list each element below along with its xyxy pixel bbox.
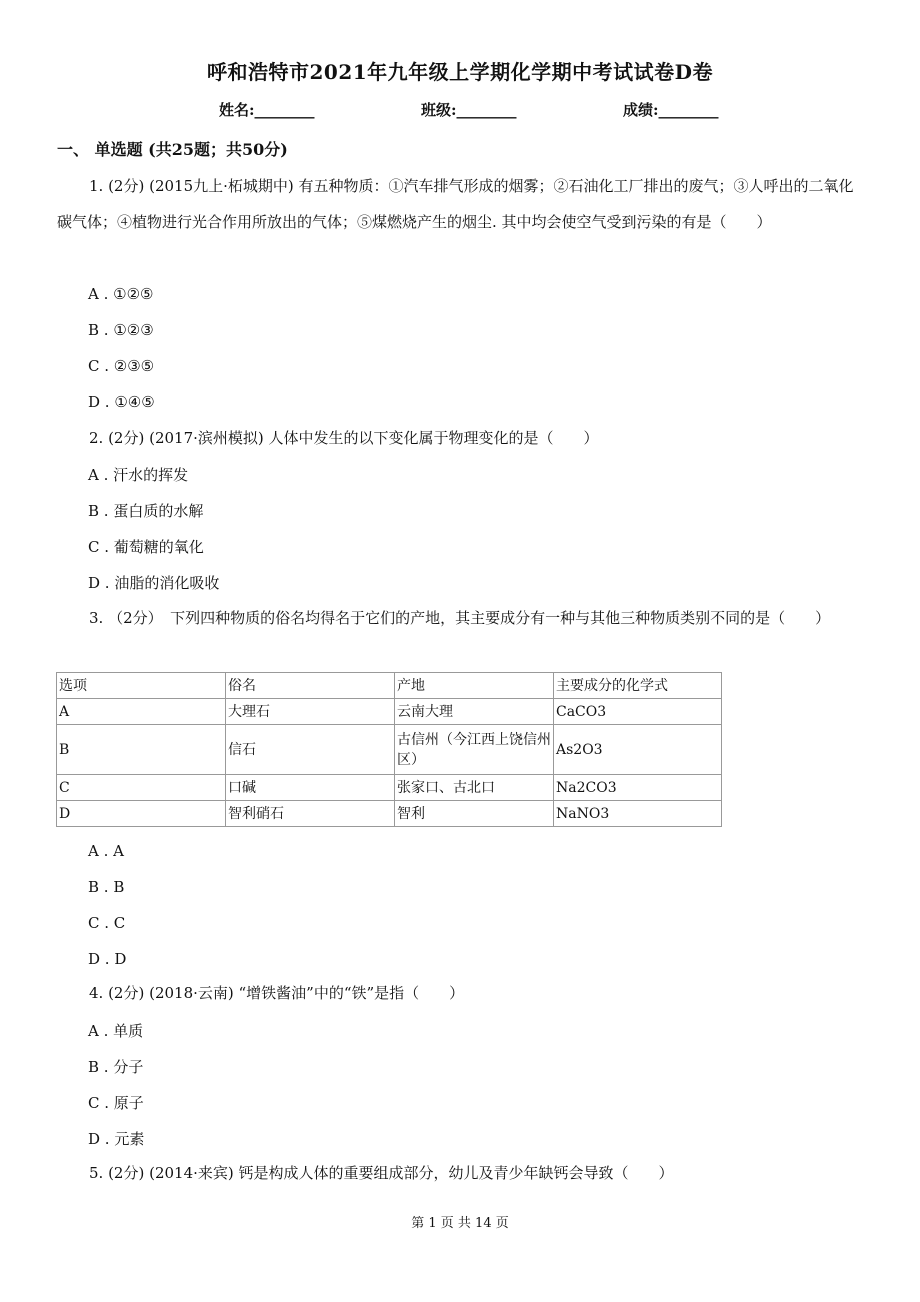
question-1-option-a: A . ①②⑤ (88, 285, 154, 303)
question-4-option-c: C . 原子 (88, 1094, 144, 1112)
table-row (57, 725, 722, 775)
table-cell: 张家口、古北口 (395, 775, 554, 801)
question-4-option-b: B . 分子 (88, 1058, 144, 1076)
question-2-option-d: D . 油脂的消化吸收 (88, 574, 220, 592)
page-title: 呼和浩特市2021年九年级上学期化学期中考试试卷D卷 (206, 60, 713, 84)
table-cell: 古信州（今江西上饶信州区） (395, 725, 554, 775)
table-cell: A (57, 699, 226, 725)
table-cell: 云南大理 (395, 699, 554, 725)
question-3-option-c: C . C (88, 914, 126, 932)
question-1-stem: 1. (2分) (2015九上·柘城期中) 有五种物质：①汽车排气形成的烟雾；②石油化工厂排出的废气；③人呼出的二氧化碳气体；④植物进行光合作用所放出的气体；⑤煤燃烧产生的烟尘. 其中均会使空气受到污染的有是（ ） (57, 177, 854, 231)
table-cell: NaNO3 (554, 801, 722, 827)
question-2-option-b: B . 蛋白质的水解 (88, 502, 204, 520)
question-2-stem: 2. (2分) (2017·滨州模拟) 人体中发生的以下变化属于物理变化的是（ ） (89, 429, 599, 447)
table-cell: CaCO3 (554, 699, 722, 725)
question-4-stem: 4. (2分) (2018·云南) “增铁酱油”中的“铁”是指（ ） (89, 984, 465, 1002)
question-2-option-c: C . 葡萄糖的氧化 (88, 538, 204, 556)
question-4-option-a: A . 单质 (88, 1022, 144, 1040)
class-field: 班级:________ (421, 101, 517, 119)
table-cell: As2O3 (554, 725, 722, 775)
question-3-option-d: D . D (88, 950, 127, 968)
table-header-cell: 产地 (395, 673, 554, 699)
question-2-option-a: A . 汗水的挥发 (88, 466, 189, 484)
table-cell: 信石 (226, 725, 395, 775)
section-heading: 一、 单选题 (共25题；共50分) (57, 140, 288, 159)
table-cell: 口碱 (226, 775, 395, 801)
question-3-option-a: A . A (88, 842, 124, 860)
question-1-option-b: B . ①②③ (88, 321, 154, 339)
table-header-cell: 主要成分的化学式 (554, 673, 722, 699)
table-row (57, 775, 722, 801)
table-header-cell: 选项 (57, 673, 226, 699)
table-row (57, 801, 722, 827)
question-3-option-b: B . B (88, 878, 125, 896)
question-3-stem: 3. （2分） 下列四种物质的俗名均得名于它们的产地，其主要成分有一种与其他三种物质类别不同的是（ ） (89, 609, 831, 627)
name-field: 姓名:________ (219, 101, 315, 119)
table-cell: Na2CO3 (554, 775, 722, 801)
table-header-row (57, 673, 722, 699)
question-1-option-c: C . ②③⑤ (88, 357, 155, 375)
table-cell: 智利 (395, 801, 554, 827)
table-cell: 大理石 (226, 699, 395, 725)
question-4-option-d: D . 元素 (88, 1130, 145, 1148)
table-cell: B (57, 725, 226, 775)
table-cell: D (57, 801, 226, 827)
table-row (57, 699, 722, 725)
table-cell: C (57, 775, 226, 801)
question-1-option-d: D . ①④⑤ (88, 393, 155, 411)
table-header-cell: 俗名 (226, 673, 395, 699)
question-3-table (56, 672, 722, 827)
table-cell: 智利硝石 (226, 801, 395, 827)
page-footer: 第 1 页 共 14 页 (411, 1216, 509, 1231)
score-field: 成绩:________ (623, 101, 719, 119)
question-5-stem: 5. (2分) (2014·来宾) 钙是构成人体的重要组成部分，幼儿及青少年缺钙会导致（ ） (89, 1164, 674, 1182)
